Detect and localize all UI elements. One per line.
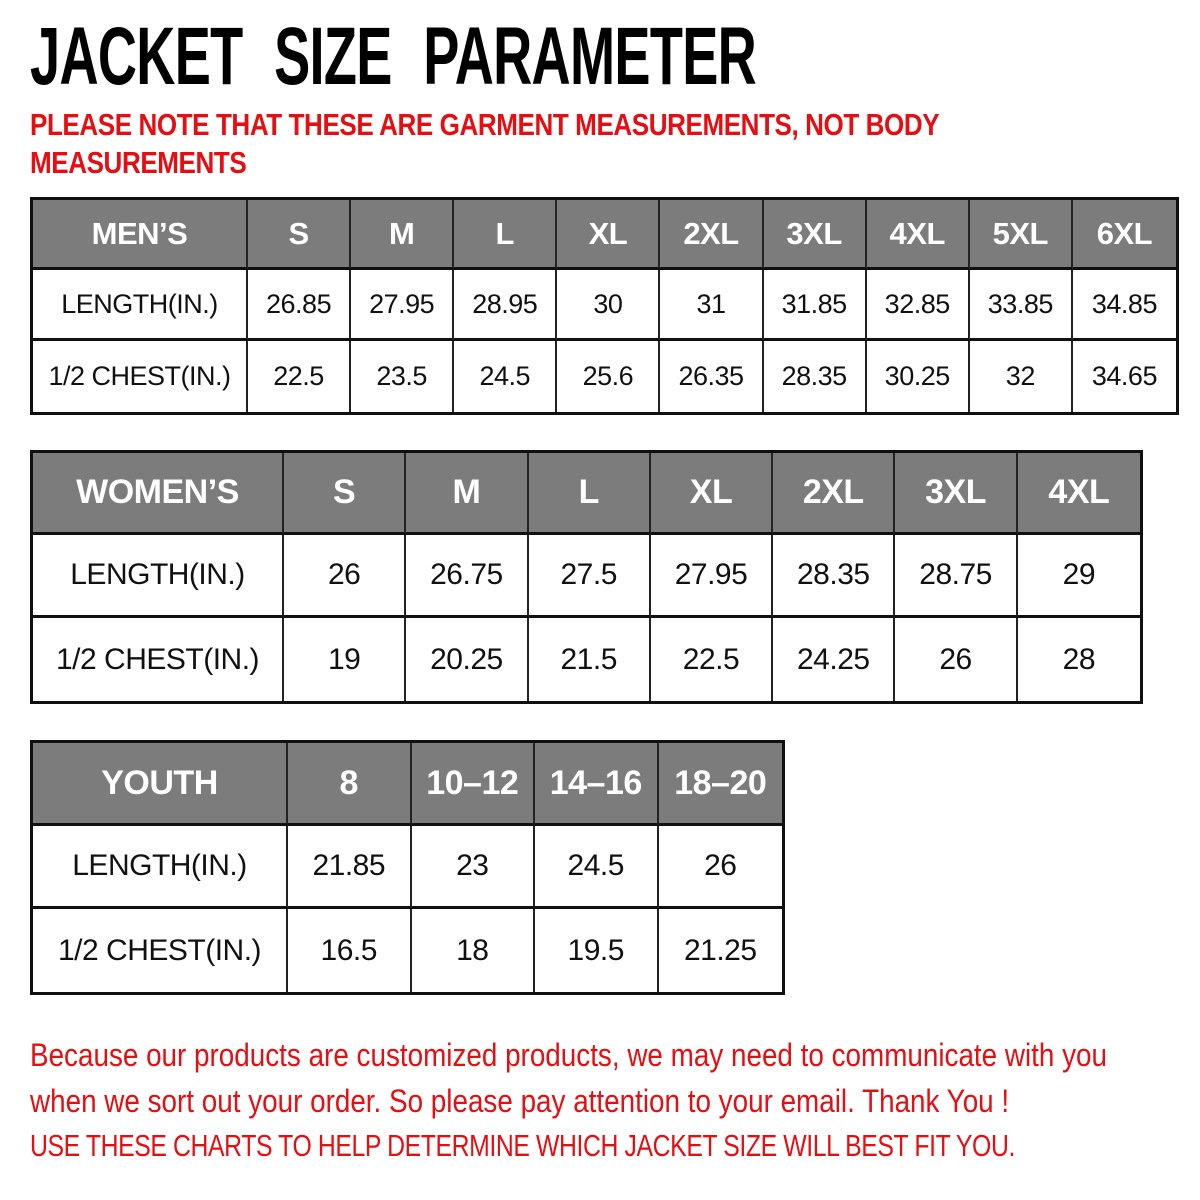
mens-length-cell: 27.95 [351,270,454,341]
womens-size-header: 2XL [773,453,895,535]
mens-length-cell: 31.85 [764,270,867,341]
mens-size-header: 5XL [970,200,1073,270]
mens-size-header: M [351,200,454,270]
mens-length-row-label: LENGTH(IN.) [33,270,248,341]
womens-size-header: M [406,453,528,535]
mens-table-title: MEN’S [33,200,248,270]
youth-size-header: 10–12 [412,743,536,826]
mens-size-header: 2XL [660,200,763,270]
womens-chest-cell: 21.5 [529,618,651,701]
chart-usage-hint [30,1128,1200,1164]
mens-size-header: 6XL [1073,200,1176,270]
page-title [30,11,1130,102]
womens-chest-cell: 22.5 [651,618,773,701]
womens-chest-cell: 19 [284,618,406,701]
youth-table-title: YOUTH [33,743,288,826]
mens-size-header: L [454,200,557,270]
womens-chest-cell: 20.25 [406,618,528,701]
youth-chest-cell: 18 [412,909,536,992]
page-title-text: JACKET SIZE PARAMETER [30,11,757,102]
mens-length-cell: 30 [557,270,660,341]
mens-length-cell: 33.85 [970,270,1073,341]
mens-chest-cell: 25.6 [557,341,660,412]
womens-size-header: S [284,453,406,535]
womens-length-cell: 28.75 [895,535,1017,618]
mens-length-cell: 31 [660,270,763,341]
womens-chest-cell: 26 [895,618,1017,701]
mens-length-cell: 34.85 [1073,270,1176,341]
note-line-1: PLEASE NOTE THAT THESE ARE GARMENT MEASUREMENTS, NOT BODY [30,107,940,142]
mens-size-header: 3XL [764,200,867,270]
chart-usage-hint-text: USE THESE CHARTS TO HELP DETERMINE WHICH JACKET SIZE WILL BEST FIT YOU. [30,1128,1015,1163]
mens-chest-cell: 23.5 [351,341,454,412]
womens-table-title: WOMEN’S [33,453,284,535]
womens-length-cell: 27.95 [651,535,773,618]
womens-length-cell: 29 [1018,535,1140,618]
womens-chest-cell: 28 [1062,642,1096,676]
youth-size-table [30,740,785,995]
youth-chest-cell: 19.5 [535,909,659,992]
womens-size-header: XL [651,453,773,535]
mens-chest-cell: 30.25 [867,341,970,412]
youth-chest-cell: 16.5 [288,909,412,992]
customization-notice-line-2: when we sort out your order. So please pay attention to your email. Thank You ! [30,1083,1010,1119]
womens-length-cell: 26.75 [406,535,528,618]
mens-length-cell: 28.95 [454,270,557,341]
womens-size-header: 3XL [895,453,1017,535]
mens-chest-cell: 32 [970,341,1073,412]
womens-chest-row-label: 1/2 CHEST(IN.) [33,618,284,701]
mens-size-table [30,197,1179,415]
womens-size-header: L [529,453,651,535]
mens-chest-cell: 28.35 [764,341,867,412]
mens-chest-cell: 26.35 [660,341,763,412]
mens-chest-row-label: 1/2 CHEST(IN.) [33,341,248,412]
mens-length-cell: 26.85 [248,270,351,341]
womens-length-cell: 28.35 [773,535,895,618]
mens-chest-cell: 34.65 [1091,361,1157,391]
note-line-2: MEASUREMENTS [30,145,247,180]
garment-measurement-note [30,106,1112,182]
youth-length-cell: 21.85 [288,826,412,909]
mens-size-header: 4XL [867,200,970,270]
youth-size-header: 18–20 [659,743,783,826]
youth-chest-row-label: 1/2 CHEST(IN.) [33,909,288,992]
youth-size-header: 8 [288,743,412,826]
youth-size-header: 14–16 [535,743,659,826]
youth-length-cell: 24.5 [535,826,659,909]
womens-size-header: 4XL [1018,453,1140,535]
youth-chest-cell: 21.25 [683,933,757,967]
womens-length-cell: 26 [284,535,406,618]
womens-size-table [30,450,1143,704]
youth-length-cell: 26 [659,826,783,909]
youth-length-cell: 23 [412,826,536,909]
womens-chest-cell: 24.25 [773,618,895,701]
mens-length-cell: 32.85 [867,270,970,341]
mens-chest-cell: 24.5 [454,341,557,412]
youth-length-row-label: LENGTH(IN.) [33,826,288,909]
womens-length-cell: 27.5 [529,535,651,618]
customization-notice [30,1032,1200,1124]
womens-length-row-label: LENGTH(IN.) [33,535,284,618]
customization-notice-line-1: Because our products are customized products, we may need to communicate with you [30,1037,1108,1073]
mens-size-header: XL [557,200,660,270]
mens-chest-cell: 22.5 [248,341,351,412]
mens-size-header: S [248,200,351,270]
